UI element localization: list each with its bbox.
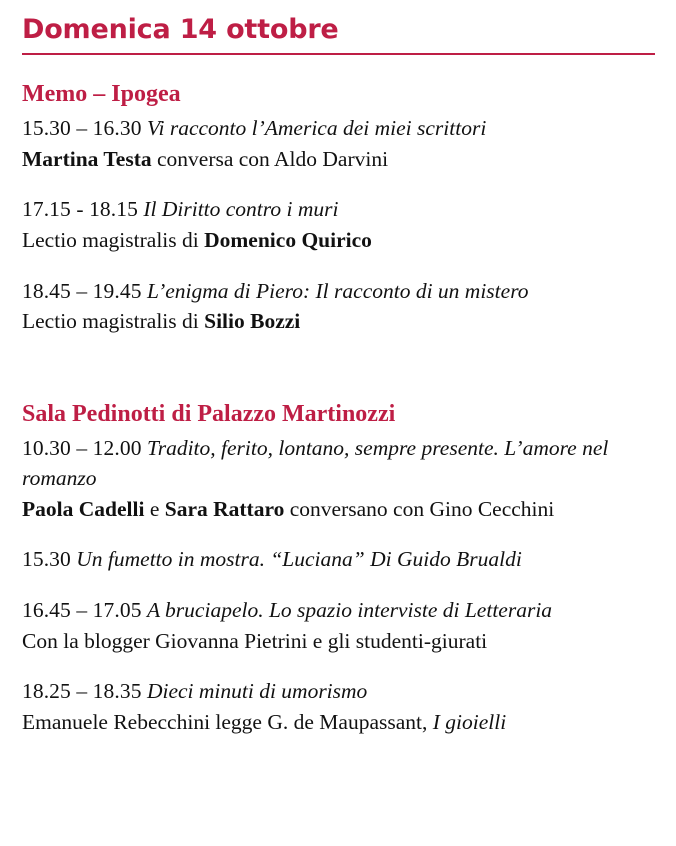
event-time: 18.25 – 18.35 [22,679,142,704]
event-title-line [22,595,655,626]
venue-heading: Sala Pedinotti di Palazzo Martinozzi [22,400,396,427]
event-description: Emanuele Rebecchini legge G. de Maupassant, [22,709,433,734]
event-item [22,595,655,656]
event-people-line [22,707,655,738]
event-person: Martina Testa [22,146,152,171]
event-people-line [22,306,655,337]
event-description: conversa con Aldo Darvini [151,146,389,171]
event-people-line [22,225,655,256]
event-title: Dieci minuti di umorismo [146,679,368,704]
event-item [22,433,655,525]
event-title-line [22,113,655,144]
event-people-line [22,144,655,175]
event-description: Lectio magistralis di [22,227,205,252]
title-divider [22,53,655,55]
event-people-line [22,626,655,657]
event-conjunction: e [144,496,165,521]
event-time: 18.45 – 19.45 [22,278,142,303]
page-title: Domenica 14 ottobre [22,14,339,45]
event-description: Con la blogger Giovanna Pietrini e gli studenti-giurati [22,628,488,653]
venue-heading: Memo – Ipogea [22,81,181,108]
event-title: Il Diritto contro i muri [143,197,339,222]
event-person: Silio Bozzi [204,309,301,334]
event-people-line [22,494,655,525]
event-time: 15.30 [22,547,71,572]
event-time: 16.45 – 17.05 [22,597,142,622]
event-title: Vi racconto l’America dei miei scrittori [146,116,487,141]
event-person: Paola Cadelli [22,496,145,521]
event-person: Domenico Quirico [204,227,372,252]
event-title-line [22,544,655,575]
venue-section-sala-pedinotti [22,401,655,738]
event-item [22,544,655,575]
event-item [22,276,655,337]
event-description: Lectio magistralis di [22,309,205,334]
event-description: conversano con Gino Cecchini [284,496,555,521]
event-title: Un fumetto in mostra. “Luciana” Di Guido Brualdi [76,547,522,572]
event-title-line [22,194,655,225]
event-title: L’enigma di Piero: Il racconto di un mistero [146,278,529,303]
venue-section-memo-ipogea [22,81,655,336]
event-title-line [22,676,655,707]
event-title: Tradito, ferito, lontano, sempre presente. L’amore nel romanzo [22,435,609,491]
event-time: 17.15 - 18.15 [22,197,138,222]
event-item [22,113,655,174]
event-person-secondary: Sara Rattaro [164,496,285,521]
event-item [22,676,655,737]
event-title: A bruciapelo. Lo spazio interviste di Letteraria [146,597,553,622]
event-title-line [22,433,655,494]
event-work-title: I gioielli [432,709,507,734]
event-title-line [22,276,655,307]
event-time: 15.30 – 16.30 [22,116,142,141]
event-item [22,194,655,255]
event-time: 10.30 – 12.00 [22,435,142,460]
